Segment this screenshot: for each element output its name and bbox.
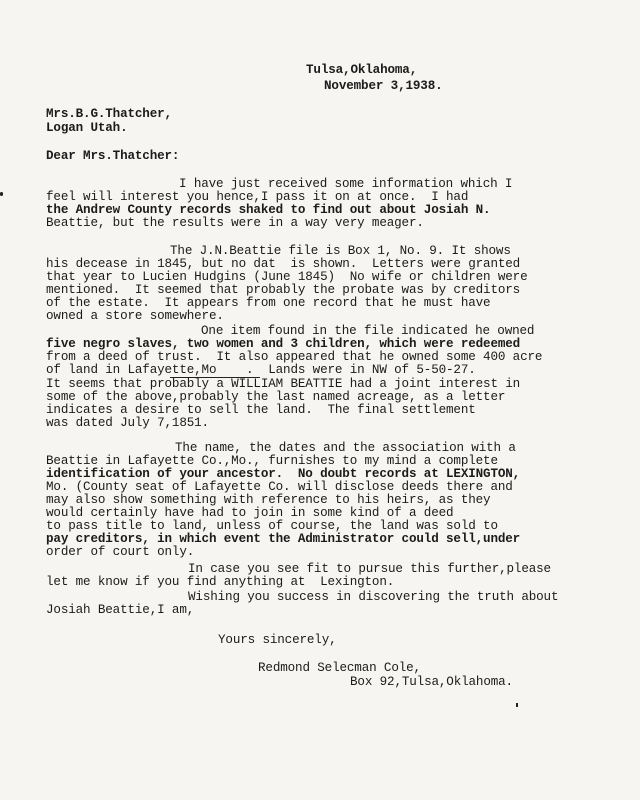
body-line: let me know if you find anything at Lexington. (46, 575, 395, 589)
letter-place: Tulsa,Oklahoma, (306, 63, 418, 77)
body-line: In case you see fit to pursue this further,please (188, 562, 551, 576)
signature-address: Box 92,Tulsa,Oklahoma. (350, 675, 513, 689)
body-line: It seems that probably a WILLIAM BEATTIE had a joint interest in (46, 377, 521, 391)
body-line: some of the above,probably the last named acreage, as a letter (46, 390, 506, 404)
body-line: order of court only. (46, 545, 195, 559)
body-line: was dated July 7,1851. (46, 416, 209, 430)
body-line: identification of your ancestor. No doubt records at LEXINGTON, (46, 467, 521, 481)
body-line: to pass title to land, unless of course, the land was sold to (46, 519, 498, 533)
body-line: from a deed of trust. It also appeared that he owned some 400 acre (46, 350, 543, 364)
body-line: Beattie in Lafayette Co.,Mo., furnishes to my mind a complete (46, 454, 498, 468)
signature-name: Redmond Selecman Cole, (258, 661, 421, 675)
recipient-name: Mrs.B.G.Thatcher, (46, 107, 172, 121)
body-line: The J.N.Beattie file is Box 1, No. 9. It shows (170, 244, 511, 258)
closing: Yours sincerely, (218, 633, 337, 647)
body-line: his decease in 1845, but no dat is shown. Letters were granted (46, 257, 521, 271)
body-line: owned a store somewhere. (46, 309, 224, 323)
body-line: Wishing you success in discovering the truth about (188, 590, 559, 604)
letter-date: November 3,1938. (324, 79, 443, 93)
body-line: mentioned. It seemed that probably the probate was by creditors (46, 283, 521, 297)
body-line: indicates a desire to sell the land. The final settlement (46, 403, 476, 417)
body-line: that year to Lucien Hudgins (June 1845) No wife or children were (46, 270, 528, 284)
body-line: I have just received some information which I (179, 177, 513, 191)
margin-mark (516, 703, 518, 707)
body-line: the Andrew County records shaked to find out about Josiah N. (46, 203, 491, 217)
body-line: One item found in the file indicated he owned (201, 324, 535, 338)
body-line: feel will interest you hence,I pass it on at once. I had (46, 190, 469, 204)
body-line: pay creditors, in which event the Administrator could sell,under (46, 532, 521, 546)
salutation: Dear Mrs.Thatcher: (46, 149, 180, 163)
body-line: of land in Lafayette,Mo . Lands were in NW of 5-50-27. (46, 363, 476, 377)
body-line: five negro slaves, two women and 3 children, which were redeemed (46, 337, 521, 351)
body-line: Mo. (County seat of Lafayette Co. will disclose deeds there and (46, 480, 513, 494)
body-line: The name, the dates and the association with a (175, 441, 516, 455)
body-line: would certainly have had to join in some kind of a deed (46, 506, 454, 520)
body-line: may also show something with reference to his heirs, as they (46, 493, 491, 507)
recipient-city: Logan Utah. (46, 121, 128, 135)
body-line: of the estate. It appears from one record that he must have (46, 296, 491, 310)
margin-mark (0, 192, 3, 196)
body-line: Beattie, but the results were in a way very meager. (46, 216, 424, 230)
body-line: Josiah Beattie,I am, (46, 603, 195, 617)
